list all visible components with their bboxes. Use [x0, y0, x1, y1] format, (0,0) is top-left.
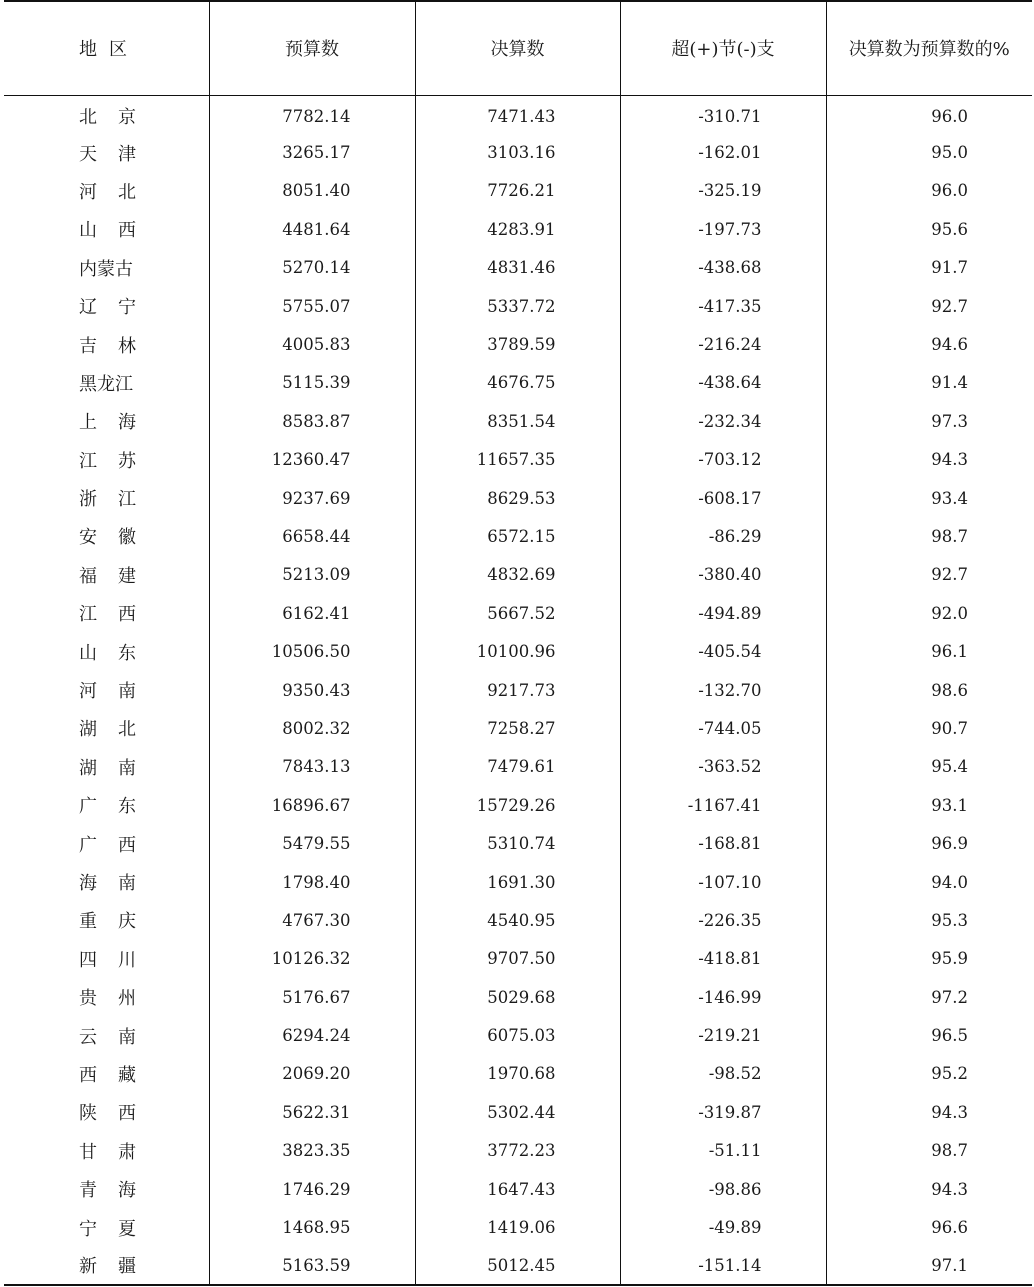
region-cell: [4, 594, 209, 632]
budget-cell: 4481.64: [209, 210, 415, 248]
region-cell: [4, 1093, 209, 1131]
final-cell: 5337.72: [415, 287, 620, 325]
final-cell: 9217.73: [415, 671, 620, 709]
table-row: [4, 671, 1032, 709]
region-name: 吉林: [79, 335, 136, 357]
final-cell: 1970.68: [415, 1055, 620, 1093]
budget-cell: 5270.14: [209, 249, 415, 287]
table-row: [4, 364, 1032, 402]
pct-cell: 94.3: [826, 441, 1032, 479]
table-row: [4, 479, 1032, 517]
pct-cell: 92.0: [826, 594, 1032, 632]
final-cell: 7471.43: [415, 95, 620, 133]
pct-cell: 98.7: [826, 1132, 1032, 1170]
table-row: [4, 325, 1032, 363]
budget-cell: 7843.13: [209, 748, 415, 786]
budget-cell: 3823.35: [209, 1132, 415, 1170]
region-cell: [4, 325, 209, 363]
region-cell: [4, 671, 209, 709]
budget-table: [4, 0, 1032, 1286]
region-name: 海南: [79, 873, 136, 894]
region-cell: [4, 249, 209, 287]
region-name: 浙江: [79, 489, 136, 511]
region-cell: [4, 1247, 209, 1285]
region-cell: [4, 901, 209, 939]
region-cell: [4, 786, 209, 824]
pct-cell: 93.4: [826, 479, 1032, 517]
region-cell: [4, 1132, 209, 1170]
region-cell: [4, 824, 209, 862]
table-row: [4, 824, 1032, 862]
region-cell: [4, 1208, 209, 1246]
pct-cell: 95.2: [826, 1055, 1032, 1093]
header-budget: 预算数: [209, 1, 415, 95]
final-cell: 9707.50: [415, 940, 620, 978]
pct-cell: 90.7: [826, 709, 1032, 747]
pct-cell: 97.1: [826, 1247, 1032, 1285]
pct-cell: 97.3: [826, 402, 1032, 440]
diff-cell: -744.05: [620, 709, 826, 747]
budget-cell: 8051.40: [209, 172, 415, 210]
budget-table-container: [4, 0, 1032, 1286]
diff-cell: -494.89: [620, 594, 826, 632]
region-name: 安徽: [79, 527, 136, 549]
diff-cell: -438.68: [620, 249, 826, 287]
table-row: [4, 95, 1032, 133]
diff-cell: -168.81: [620, 824, 826, 862]
pct-cell: 97.2: [826, 978, 1032, 1016]
region-cell: [4, 402, 209, 440]
budget-cell: 8002.32: [209, 709, 415, 747]
final-cell: 5029.68: [415, 978, 620, 1016]
table-row: [4, 1093, 1032, 1131]
table-row: [4, 748, 1032, 786]
diff-cell: -703.12: [620, 441, 826, 479]
region-name: 青海: [79, 1180, 136, 1202]
pct-cell: 95.9: [826, 940, 1032, 978]
budget-cell: 5213.09: [209, 556, 415, 594]
region-cell: [4, 709, 209, 747]
pct-cell: 95.3: [826, 901, 1032, 939]
region-name: 湖北: [79, 719, 136, 741]
final-cell: 4283.91: [415, 210, 620, 248]
final-cell: 3772.23: [415, 1132, 620, 1170]
diff-cell: -226.35: [620, 901, 826, 939]
final-cell: 1647.43: [415, 1170, 620, 1208]
table-row: [4, 287, 1032, 325]
pct-cell: 92.7: [826, 287, 1032, 325]
region-name: 内蒙古: [79, 258, 133, 280]
final-cell: 6572.15: [415, 517, 620, 555]
final-cell: 7726.21: [415, 172, 620, 210]
pct-cell: 94.3: [826, 1170, 1032, 1208]
table-row: [4, 172, 1032, 210]
pct-cell: 94.0: [826, 863, 1032, 901]
region-name: 上海: [79, 412, 136, 434]
budget-cell: 12360.47: [209, 441, 415, 479]
budget-cell: 5176.67: [209, 978, 415, 1016]
region-name: 西藏: [79, 1064, 136, 1086]
region-name: 山东: [79, 642, 136, 664]
diff-cell: -325.19: [620, 172, 826, 210]
diff-cell: -146.99: [620, 978, 826, 1016]
region-name: 河南: [79, 681, 136, 703]
budget-cell: 5163.59: [209, 1247, 415, 1285]
region-cell: [4, 1016, 209, 1054]
diff-cell: -405.54: [620, 632, 826, 670]
pct-cell: 98.7: [826, 517, 1032, 555]
diff-cell: -319.87: [620, 1093, 826, 1131]
budget-cell: 4767.30: [209, 901, 415, 939]
pct-cell: 92.7: [826, 556, 1032, 594]
diff-cell: -151.14: [620, 1247, 826, 1285]
region-name: 宁夏: [79, 1218, 136, 1240]
budget-cell: 6294.24: [209, 1016, 415, 1054]
diff-cell: -219.21: [620, 1016, 826, 1054]
pct-cell: 96.9: [826, 824, 1032, 862]
table-row: [4, 517, 1032, 555]
region-name: 广西: [79, 834, 136, 856]
pct-cell: 96.5: [826, 1016, 1032, 1054]
budget-cell: 5755.07: [209, 287, 415, 325]
pct-cell: 96.6: [826, 1208, 1032, 1246]
budget-cell: 6658.44: [209, 517, 415, 555]
diff-cell: -197.73: [620, 210, 826, 248]
diff-cell: -216.24: [620, 325, 826, 363]
table-row: [4, 1208, 1032, 1246]
budget-cell: 6162.41: [209, 594, 415, 632]
table-row: [4, 1055, 1032, 1093]
region-cell: [4, 632, 209, 670]
region-name: 福建: [79, 565, 136, 587]
table-row: [4, 940, 1032, 978]
budget-cell: 5479.55: [209, 824, 415, 862]
final-cell: 6075.03: [415, 1016, 620, 1054]
final-cell: 7258.27: [415, 709, 620, 747]
diff-cell: -1167.41: [620, 786, 826, 824]
header-diff: 超(+)节(-)支: [620, 1, 826, 95]
diff-cell: -98.52: [620, 1055, 826, 1093]
diff-cell: -162.01: [620, 133, 826, 171]
budget-cell: 10126.32: [209, 940, 415, 978]
region-name: 湖南: [79, 757, 136, 779]
pct-cell: 91.4: [826, 364, 1032, 402]
region-cell: [4, 517, 209, 555]
table-row: [4, 402, 1032, 440]
table-row: [4, 210, 1032, 248]
diff-cell: -107.10: [620, 863, 826, 901]
region-cell: [4, 556, 209, 594]
region-name: 新疆: [79, 1256, 136, 1278]
diff-cell: -49.89: [620, 1208, 826, 1246]
table-row: [4, 863, 1032, 901]
pct-cell: 96.0: [826, 95, 1032, 133]
table-row: [4, 249, 1032, 287]
region-name: 重庆: [79, 911, 136, 933]
region-name: 四川: [79, 949, 136, 971]
budget-cell: 5622.31: [209, 1093, 415, 1131]
diff-cell: -608.17: [620, 479, 826, 517]
diff-cell: -380.40: [620, 556, 826, 594]
pct-cell: 96.1: [826, 632, 1032, 670]
region-name: 甘肃: [79, 1141, 136, 1163]
region-name: 辽宁: [79, 297, 136, 319]
final-cell: 11657.35: [415, 441, 620, 479]
budget-cell: 1468.95: [209, 1208, 415, 1246]
final-cell: 10100.96: [415, 632, 620, 670]
table-header: [4, 1, 1032, 95]
final-cell: 3103.16: [415, 133, 620, 171]
table-row: [4, 594, 1032, 632]
header-pct: 决算数为预算数的%: [826, 1, 1032, 95]
budget-cell: 9350.43: [209, 671, 415, 709]
diff-cell: -132.70: [620, 671, 826, 709]
diff-cell: -232.34: [620, 402, 826, 440]
region-cell: [4, 863, 209, 901]
header-region: 地区: [4, 1, 209, 95]
table-row: [4, 709, 1032, 747]
final-cell: 3789.59: [415, 325, 620, 363]
final-cell: 4540.95: [415, 901, 620, 939]
final-cell: 4831.46: [415, 249, 620, 287]
diff-cell: -310.71: [620, 95, 826, 133]
pct-cell: 94.3: [826, 1093, 1032, 1131]
region-cell: [4, 748, 209, 786]
table-row: [4, 632, 1032, 670]
final-cell: 7479.61: [415, 748, 620, 786]
budget-cell: 2069.20: [209, 1055, 415, 1093]
region-name: 广东: [79, 796, 136, 818]
final-cell: 8629.53: [415, 479, 620, 517]
pct-cell: 96.0: [826, 172, 1032, 210]
table-row: [4, 133, 1032, 171]
region-cell: [4, 479, 209, 517]
diff-cell: -438.64: [620, 364, 826, 402]
budget-cell: 7782.14: [209, 95, 415, 133]
region-cell: [4, 133, 209, 171]
pct-cell: 91.7: [826, 249, 1032, 287]
final-cell: 15729.26: [415, 786, 620, 824]
region-name: 云南: [79, 1026, 136, 1048]
diff-cell: -86.29: [620, 517, 826, 555]
table-row: [4, 1016, 1032, 1054]
region-name: 江西: [79, 604, 136, 626]
region-cell: [4, 940, 209, 978]
region-name: 天津: [79, 143, 136, 165]
budget-cell: 5115.39: [209, 364, 415, 402]
table-row: [4, 786, 1032, 824]
region-name: 江苏: [79, 450, 136, 472]
header-final: 决算数: [415, 1, 620, 95]
final-cell: 8351.54: [415, 402, 620, 440]
pct-cell: 95.6: [826, 210, 1032, 248]
final-cell: 1419.06: [415, 1208, 620, 1246]
region-cell: [4, 172, 209, 210]
budget-cell: 8583.87: [209, 402, 415, 440]
region-name: 河北: [79, 181, 136, 203]
table-row: [4, 978, 1032, 1016]
region-cell: [4, 95, 209, 133]
final-cell: 1691.30: [415, 863, 620, 901]
header-row: [4, 1, 1032, 95]
region-cell: [4, 1055, 209, 1093]
region-name: 北京: [79, 107, 136, 129]
region-cell: [4, 978, 209, 1016]
region-name: 贵州: [79, 988, 136, 1010]
budget-cell: 16896.67: [209, 786, 415, 824]
final-cell: 4832.69: [415, 556, 620, 594]
budget-cell: 4005.83: [209, 325, 415, 363]
final-cell: 5012.45: [415, 1247, 620, 1285]
diff-cell: -98.86: [620, 1170, 826, 1208]
pct-cell: 98.6: [826, 671, 1032, 709]
table-row: [4, 1170, 1032, 1208]
diff-cell: -363.52: [620, 748, 826, 786]
table-row: [4, 441, 1032, 479]
region-cell: [4, 210, 209, 248]
budget-cell: 10506.50: [209, 632, 415, 670]
table-row: [4, 1132, 1032, 1170]
budget-cell: 1746.29: [209, 1170, 415, 1208]
final-cell: 4676.75: [415, 364, 620, 402]
pct-cell: 94.6: [826, 325, 1032, 363]
table-body: [4, 95, 1032, 1285]
table-row: [4, 1247, 1032, 1285]
diff-cell: -418.81: [620, 940, 826, 978]
region-cell: [4, 441, 209, 479]
final-cell: 5667.52: [415, 594, 620, 632]
final-cell: 5310.74: [415, 824, 620, 862]
table-row: [4, 901, 1032, 939]
diff-cell: -417.35: [620, 287, 826, 325]
budget-cell: 1798.40: [209, 863, 415, 901]
region-name: 黑龙江: [79, 373, 133, 395]
budget-cell: 3265.17: [209, 133, 415, 171]
region-cell: [4, 1170, 209, 1208]
region-name: 陕西: [79, 1103, 136, 1125]
table-row: [4, 556, 1032, 594]
final-cell: 5302.44: [415, 1093, 620, 1131]
region-cell: [4, 364, 209, 402]
pct-cell: 93.1: [826, 786, 1032, 824]
budget-cell: 9237.69: [209, 479, 415, 517]
region-name: 山西: [79, 220, 136, 242]
region-cell: [4, 287, 209, 325]
pct-cell: 95.4: [826, 748, 1032, 786]
diff-cell: -51.11: [620, 1132, 826, 1170]
pct-cell: 95.0: [826, 133, 1032, 171]
